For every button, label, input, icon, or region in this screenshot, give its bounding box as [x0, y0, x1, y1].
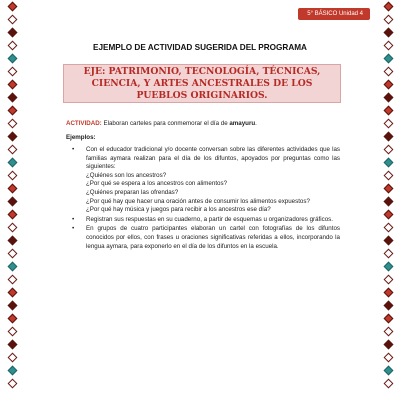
border-diamond-ornament — [383, 314, 393, 324]
border-diamond-ornament — [383, 106, 393, 116]
decorative-border-left — [6, 0, 18, 400]
border-diamond-ornament — [7, 236, 17, 246]
border-diamond-ornament — [7, 67, 17, 77]
activity-line — [66, 120, 356, 127]
border-diamond-ornament — [7, 80, 17, 90]
border-diamond-ornament — [383, 2, 393, 12]
border-diamond-ornament — [7, 249, 17, 259]
border-diamond-ornament — [7, 54, 17, 64]
border-diamond-ornament — [383, 301, 393, 311]
border-diamond-ornament — [383, 236, 393, 246]
border-diamond-ornament — [7, 262, 17, 272]
border-diamond-ornament — [7, 158, 17, 168]
border-diamond-ornament — [7, 275, 17, 285]
border-diamond-ornament — [7, 28, 17, 38]
border-diamond-ornament — [7, 223, 17, 233]
border-diamond-ornament — [7, 314, 17, 324]
axis-banner-text: EJE: PATRIMONIO, TECNOLOGÍA, TÉCNICAS, CIENCIA, Y ARTES ANCESTRALES DE LOS PUEBLOS ORIGINARIOS. — [83, 65, 321, 101]
border-diamond-ornament — [7, 93, 17, 103]
border-diamond-ornament — [7, 15, 17, 25]
examples-heading: Ejemplos: — [66, 134, 96, 141]
border-diamond-ornament — [7, 119, 17, 129]
border-diamond-ornament — [383, 340, 393, 350]
border-diamond-ornament — [383, 366, 393, 376]
border-diamond-ornament — [383, 54, 393, 64]
list-item-text: En grupos de cuatro participantes elaboran un cartel con fotografías de los difuntos conocidos por ellos, con frases u oraciones significativas referidas a ellos, incorporando la lengua aymara, para exponerlo en el día de los difuntos en la escuela. — [86, 225, 340, 250]
border-diamond-ornament — [7, 132, 17, 142]
border-diamond-ornament — [7, 327, 17, 337]
border-diamond-ornament — [383, 353, 393, 363]
activity-text: Elaboran carteles para conmemorar el día de — [101, 120, 230, 127]
border-diamond-ornament — [383, 223, 393, 233]
decorative-border-right — [382, 0, 394, 400]
border-diamond-ornament — [7, 171, 17, 181]
border-diamond-ornament — [383, 145, 393, 155]
border-diamond-ornament — [7, 366, 17, 376]
border-diamond-ornament — [383, 210, 393, 220]
border-diamond-ornament — [383, 288, 393, 298]
list-item — [72, 146, 340, 215]
border-diamond-ornament — [7, 145, 17, 155]
border-diamond-ornament — [7, 353, 17, 363]
border-diamond-ornament — [7, 106, 17, 116]
question-line: ¿Por qué se espera a los ancestros con alimentos? — [86, 180, 228, 188]
border-diamond-ornament — [383, 93, 393, 103]
border-diamond-ornament — [7, 288, 17, 298]
border-diamond-ornament — [383, 67, 393, 77]
border-diamond-ornament — [7, 379, 17, 389]
grade-unit-tab: 5° BÁSICO Unidad 4 — [298, 8, 370, 20]
border-diamond-ornament — [7, 210, 17, 220]
border-diamond-ornament — [7, 340, 17, 350]
page-title: EJEMPLO DE ACTIVIDAD SUGERIDA DEL PROGRAMA — [93, 43, 307, 52]
border-diamond-ornament — [383, 327, 393, 337]
border-diamond-ornament — [7, 301, 17, 311]
activity-end: . — [255, 120, 257, 127]
axis-banner — [63, 64, 341, 103]
question-line: ¿Por qué hay música y juegos para recibir a los ancestros ese día? — [86, 206, 271, 214]
border-diamond-ornament — [383, 249, 393, 259]
list-item-text: Registran sus respuestas en su cuaderno, a partir de esquemas u organizadores gráficos. — [86, 215, 333, 223]
list-item — [72, 225, 340, 251]
border-diamond-ornament — [383, 275, 393, 285]
border-diamond-ornament — [383, 80, 393, 90]
border-diamond-ornament — [383, 184, 393, 194]
border-diamond-ornament — [383, 158, 393, 168]
border-diamond-ornament — [383, 379, 393, 389]
border-diamond-ornament — [7, 2, 17, 12]
border-diamond-ornament — [383, 132, 393, 142]
question-line: ¿Por qué hay que hacer una oración antes de consumir los alimentos expuestos? — [86, 197, 310, 205]
activity-label: ACTIVIDAD: — [66, 120, 102, 127]
border-diamond-ornament — [383, 171, 393, 181]
examples-list — [72, 146, 340, 252]
list-item-text: Con el educador tradicional y/o docente conversan sobre las diferentes actividades que las familias aymara realizan para el día de los difuntos, apoyados por preguntas como las siguientes: — [86, 146, 340, 171]
border-diamond-ornament — [383, 15, 393, 25]
border-diamond-ornament — [383, 28, 393, 38]
border-diamond-ornament — [383, 119, 393, 129]
activity-keyword: amayuru — [229, 120, 256, 127]
question-line: ¿Quiénes preparan las ofrendas? — [86, 188, 179, 196]
border-diamond-ornament — [383, 262, 393, 272]
question-line: ¿Quiénes son los ancestros? — [86, 171, 167, 179]
list-item — [72, 216, 340, 225]
border-diamond-ornament — [383, 197, 393, 207]
border-diamond-ornament — [7, 184, 17, 194]
border-diamond-ornament — [7, 197, 17, 207]
